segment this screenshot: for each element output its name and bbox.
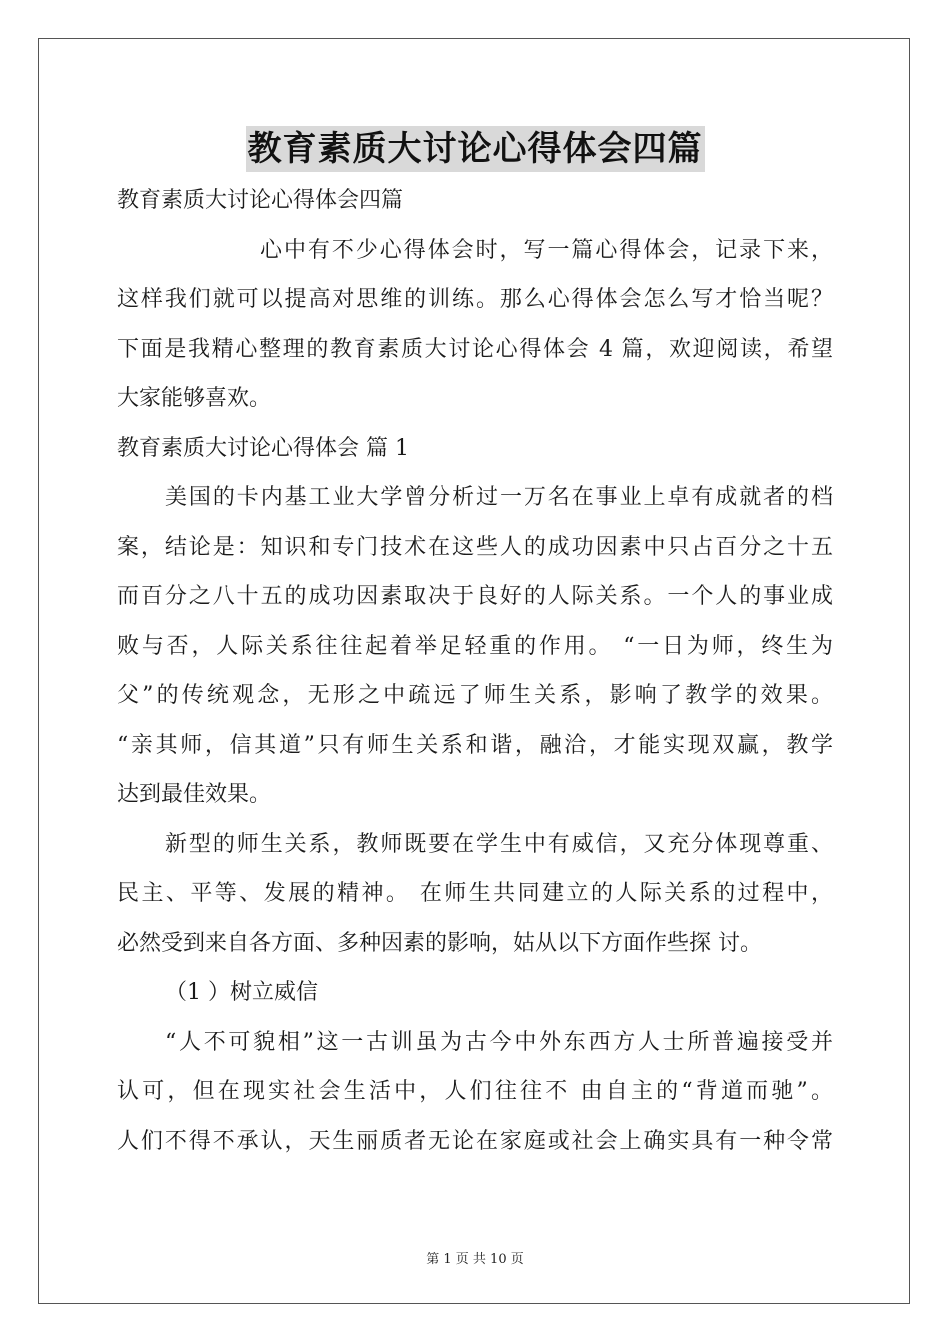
paragraph-line: 新型的师生关系，教师既要在学生中有威信，又充分体现尊重、 (165, 831, 833, 857)
paragraph-line: “人不可貌相”这一古训虽为古今中外东西方人士所普遍接受并 (165, 1029, 833, 1055)
paragraph-line: 父”的传统观念，无形之中疏远了师生关系，影响了教学的效果。 (117, 683, 833, 708)
paragraph-line: 人们不得不承认，天生丽质者无论在家庭或社会上确实具有一种令常 (117, 1128, 833, 1154)
paragraph-line: 民主、平等、发展的精神。 在师生共同建立的人际关系的过程中， (117, 881, 833, 906)
document-body (117, 176, 833, 1166)
document-title: 教育素质大讨论心得体会四篇 (246, 126, 705, 172)
title-wrap (0, 126, 950, 172)
paragraph-line: “亲其师，信其道”只有师生关系和谐，融洽，才能实现双赢，教学 (117, 732, 833, 758)
paragraph-line: 必然受到来自各方面、多种因素的影响，姑从以下方面作些探 讨。 (117, 930, 762, 956)
paragraph-line: 下面是我精心整理的教育素质大讨论心得体会 4 篇，欢迎阅读，希望 (117, 336, 833, 362)
page-footer: 第 1 页 共 10 页 (426, 1252, 524, 1267)
paragraph-line: 大家能够喜欢。 (117, 386, 272, 411)
paragraph-line: 达到最佳效果。 (117, 782, 272, 807)
paragraph-line: 案，结论是：知识和专门技术在这些人的成功因素中只占百分之十五 (117, 534, 833, 560)
subsection-heading: （1 ）树立威信 (165, 980, 318, 1005)
paragraph-line: 美国的卡内基工业大学曾分析过一万名在事业上卓有成就者的档 (165, 485, 833, 510)
paragraph-line: 心中有不少心得体会时，写一篇心得体会，记录下来， (260, 237, 833, 263)
paragraph-line: 这样我们就可以提高对思维的训练。那么心得体会怎么写才恰当呢？ (117, 287, 833, 312)
paragraph-line: 认可，但在现实社会生活中，人们往往不 由自主的“背道而驰”。 (117, 1079, 833, 1104)
paragraph-line: 教育素质大讨论心得体会四篇 (117, 188, 404, 213)
paragraph-line: 而百分之八十五的成功因素取决于良好的人际关系。一个人的事业成 (117, 584, 833, 609)
paragraph-line: 败与否，人际关系往往起着举足轻重的作用。 “一日为师，终生为 (117, 633, 833, 659)
section-heading: 教育素质大讨论心得体会 篇 1 (117, 435, 409, 461)
